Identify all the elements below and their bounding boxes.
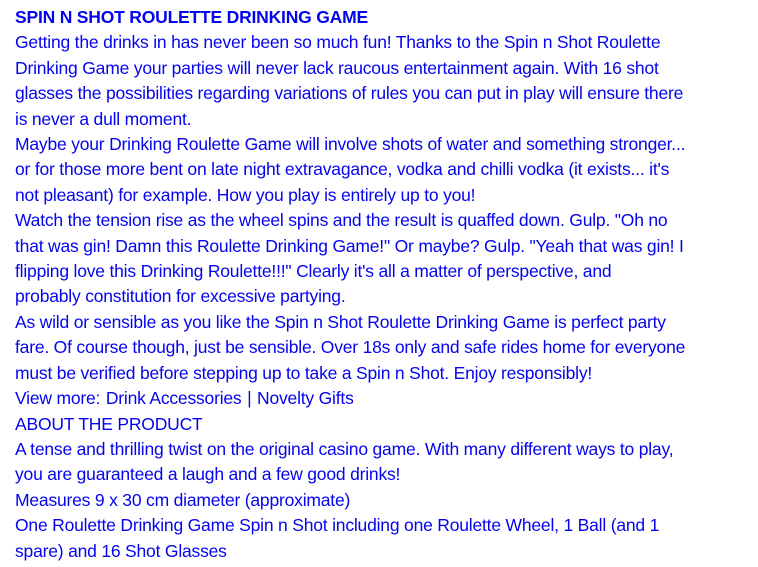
description-paragraph-variations	[15, 132, 748, 208]
text-line: A tense and thrilling twist on the original casino game. With many different ways to play,	[15, 438, 674, 459]
text-line: Getting the drinks in has never been so much fun! Thanks to the Spin n Shot Roulette	[15, 32, 661, 53]
text-line: that was gin! Damn this Roulette Drinking Game!" Or maybe? Gulp. "Yeah that was gin! I	[15, 235, 684, 256]
text-line: spare) and 16 Shot Glasses	[15, 540, 227, 561]
link-separator: |	[247, 388, 252, 409]
text-line: not pleasant) for example. How you play is entirely up to you!	[15, 184, 476, 205]
description-paragraph-responsibility	[15, 310, 748, 386]
text-line: probably constitution for excessive partying.	[15, 286, 346, 307]
product-title: SPIN N SHOT ROULETTE DRINKING GAME	[15, 7, 368, 27]
text-line: is never a dull moment.	[15, 108, 192, 129]
text-line: flipping love this Drinking Roulette!!!" Clearly it's all a matter of perspective, and	[15, 261, 612, 282]
text-line: As wild or sensible as you like the Spin n Shot Roulette Drinking Game is perfect party	[15, 311, 666, 332]
text-line: One Roulette Drinking Game Spin n Shot including one Roulette Wheel, 1 Ball (and 1	[15, 515, 660, 536]
description-paragraph-tension	[15, 208, 748, 310]
text-line: Watch the tension rise as the wheel spins and the result is quaffed down. Gulp. "Oh no	[15, 210, 668, 231]
text-line: you are guaranteed a laugh and a few good drinks!	[15, 464, 401, 485]
text-line: glasses the possibilities regarding variations of rules you can put in play will ensure there	[15, 83, 684, 104]
text-line: fare. Of course though, just be sensible. Over 18s only and safe rides home for everyone	[15, 337, 686, 358]
view-more-label: View more:	[15, 388, 101, 409]
description-paragraph-intro	[15, 30, 748, 132]
about-product-heading: ABOUT THE PRODUCT	[15, 413, 203, 434]
view-more-row	[15, 386, 748, 411]
product-measurements: Measures 9 x 30 cm diameter (approximate)	[15, 489, 351, 510]
text-line: Maybe your Drinking Roulette Game will involve shots of water and something stronger...	[15, 134, 686, 155]
product-contents	[15, 513, 748, 564]
link-drink-accessories[interactable]: Drink Accessories	[105, 388, 242, 409]
text-line: must be verified before stepping up to take a Spin n Shot. Enjoy responsibly!	[15, 362, 593, 383]
about-product-description	[15, 437, 748, 488]
link-novelty-gifts[interactable]: Novelty Gifts	[257, 388, 354, 409]
text-line: or for those more bent on late night extravagance, vodka and chilli vodka (it exists... it's	[15, 159, 670, 180]
text-line: Drinking Game your parties will never lack raucous entertainment again. With 16 shot	[15, 57, 659, 78]
